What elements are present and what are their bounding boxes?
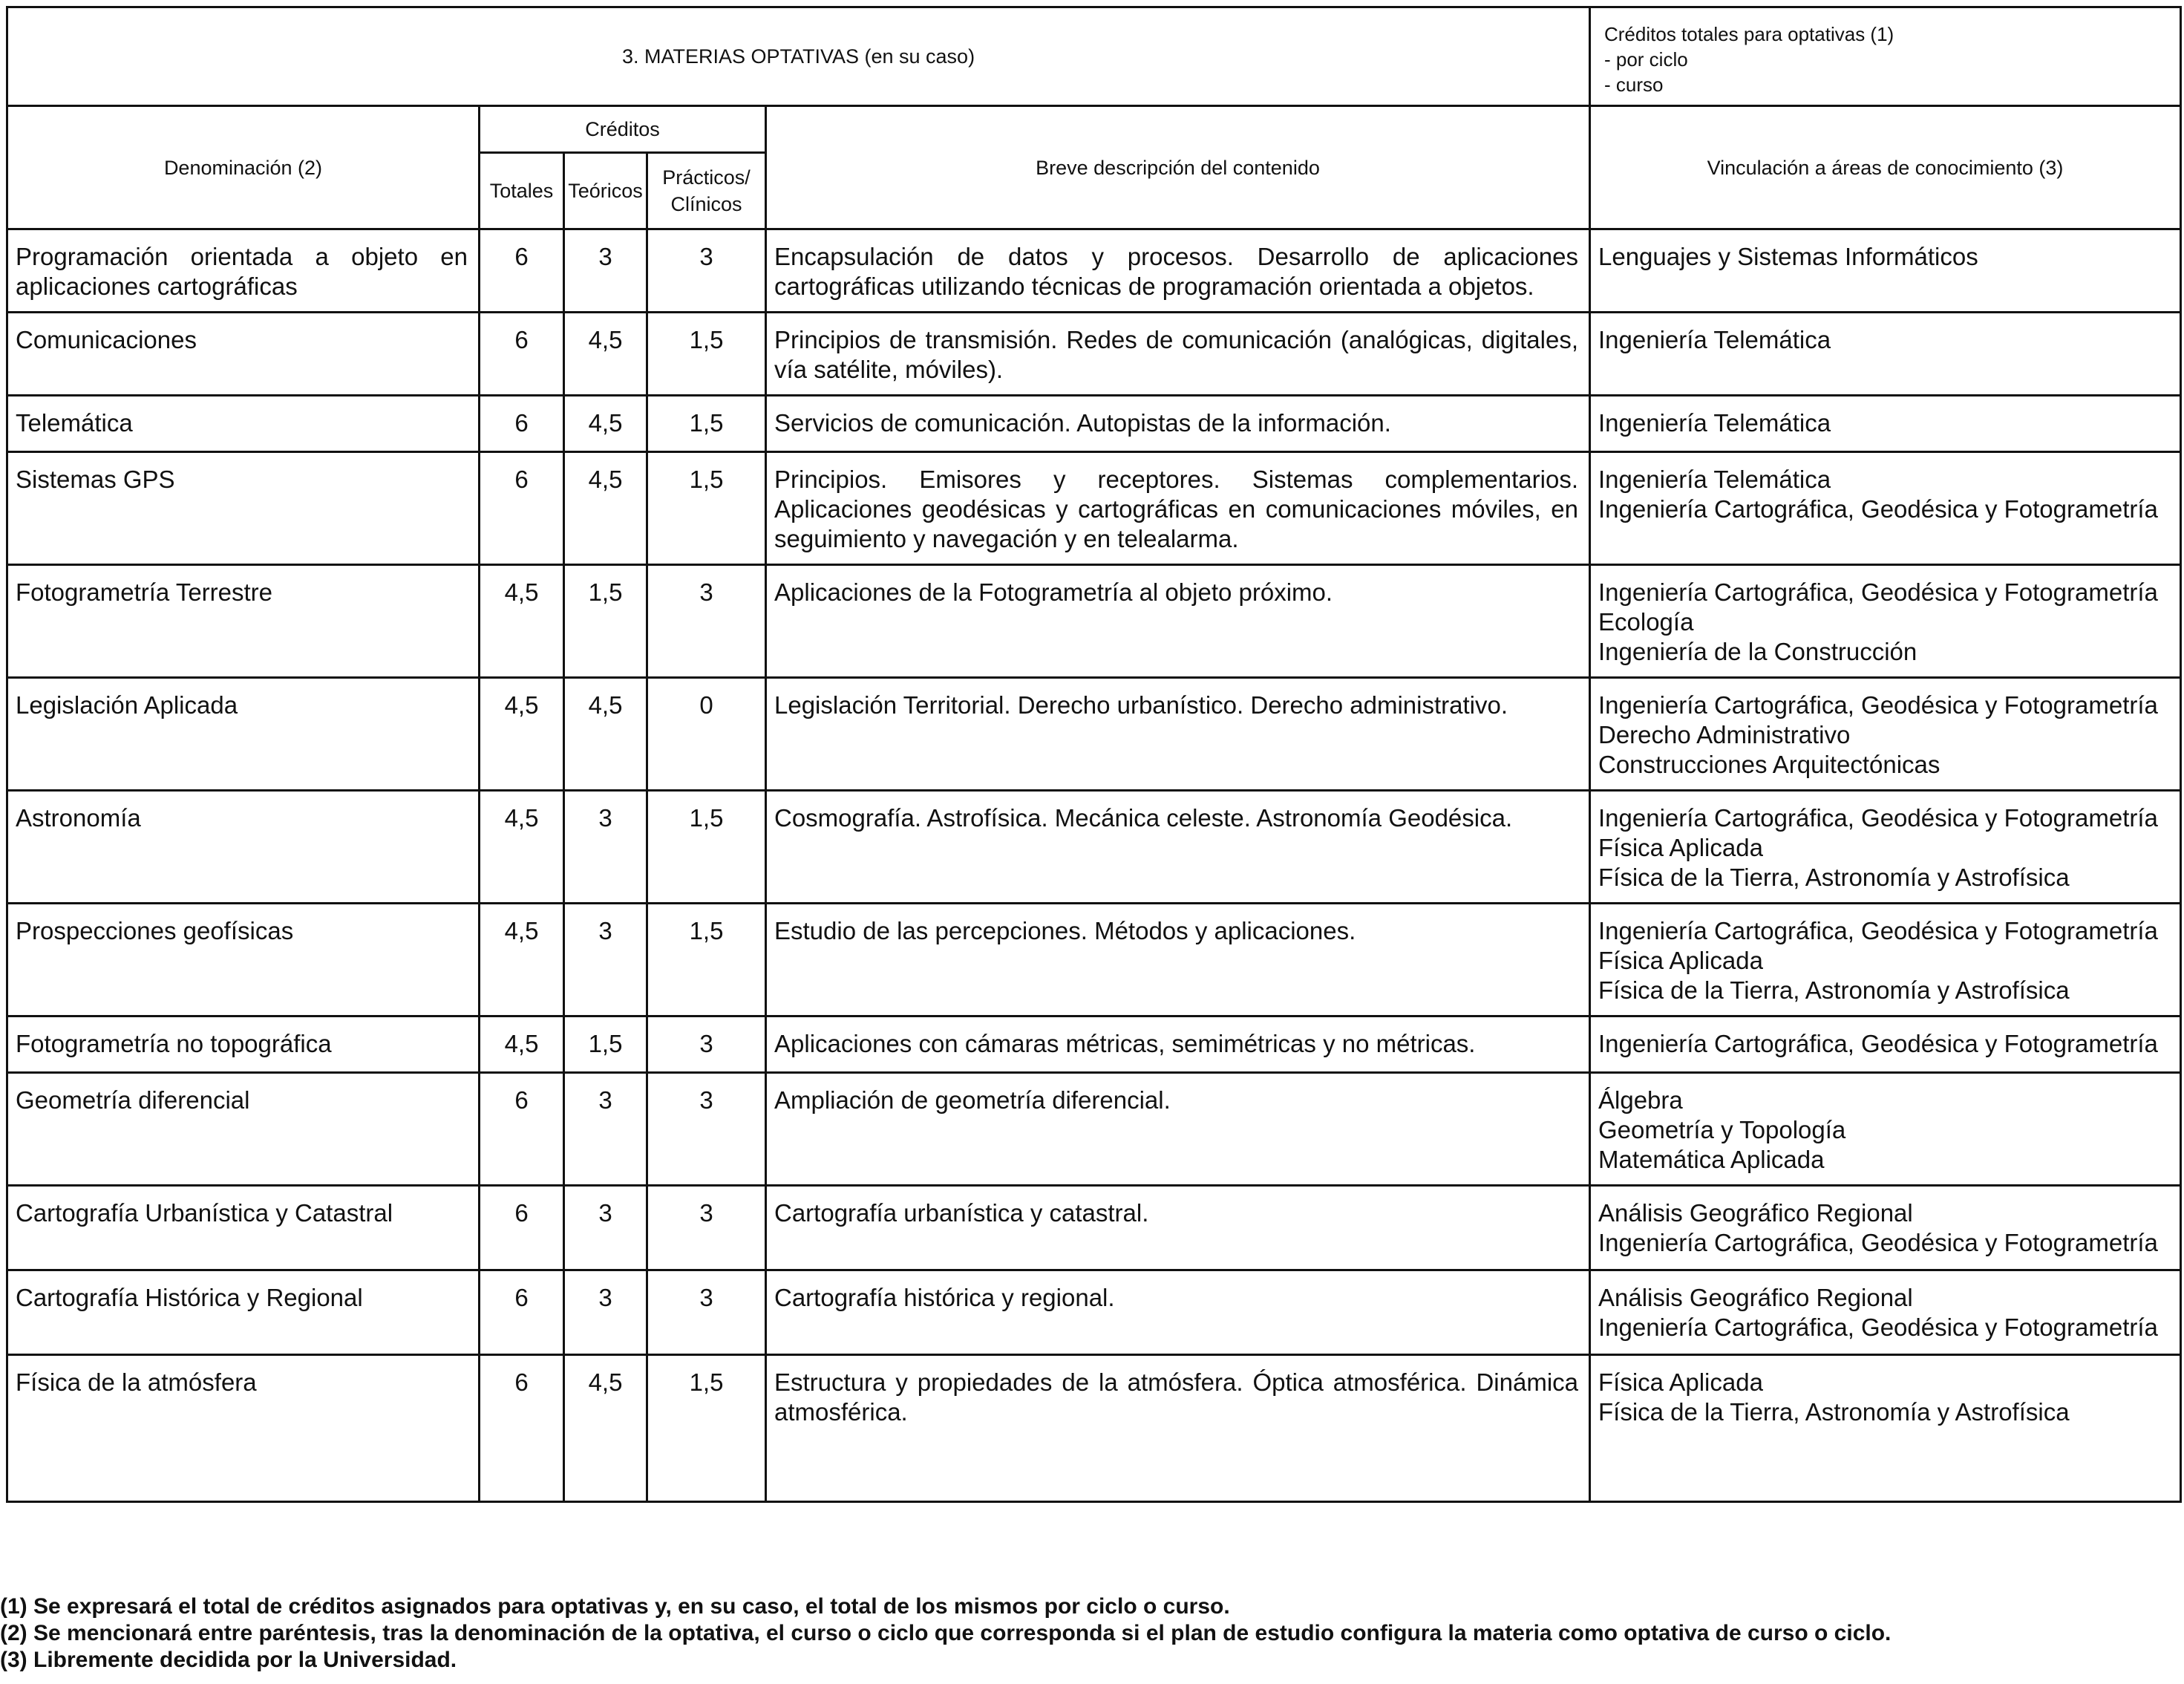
credits-totales: 6 <box>480 1073 564 1186</box>
subject-description: Aplicaciones con cámaras métricas, semimétricas y no métricas. <box>766 1016 1590 1073</box>
subject-name: Telemática <box>7 396 480 452</box>
knowledge-area: Análisis Geográfico Regional <box>1598 1284 1913 1311</box>
subject-description: Estructura y propiedades de la atmósfera. Óptica atmosférica. Dinámica atmosférica. <box>766 1355 1590 1502</box>
subject-name: Comunicaciones <box>7 313 480 396</box>
footnote-2: (2) Se mencionará entre paréntesis, tras la denominación de la optativa, el curso o ciclo que corresponda si el plan de estudio configura la materia como optativa de curso o ciclo. <box>0 1621 1892 1645</box>
credits-practicos: 3 <box>647 1186 766 1270</box>
credits-practicos: 1,5 <box>647 904 766 1016</box>
credits-totales: 6 <box>480 229 564 313</box>
table-row <box>7 452 2181 565</box>
knowledge-areas <box>1590 396 2181 452</box>
table-title-row <box>7 7 2181 106</box>
credits-practicos: 3 <box>647 229 766 313</box>
credits-teoricos: 4,5 <box>564 1355 647 1502</box>
table-row <box>7 1016 2181 1073</box>
credits-practicos: 1,5 <box>647 1355 766 1502</box>
subject-name: Geometría diferencial <box>7 1073 480 1186</box>
credits-totales: 6 <box>480 1355 564 1502</box>
subject-description: Cosmografía. Astrofísica. Mecánica celeste. Astronomía Geodésica. <box>766 791 1590 904</box>
knowledge-area: Física Aplicada <box>1598 1368 1763 1396</box>
header-descripcion: Breve descripción del contenido <box>766 106 1590 229</box>
credits-totales: 6 <box>480 1186 564 1270</box>
table-row <box>7 565 2181 678</box>
credits-teoricos: 4,5 <box>564 678 647 791</box>
credits-practicos: 3 <box>647 1016 766 1073</box>
table-row <box>7 678 2181 791</box>
knowledge-areas <box>1590 1270 2181 1355</box>
knowledge-area: Física de la Tierra, Astronomía y Astrofísica <box>1598 1398 2070 1426</box>
knowledge-area: Ingeniería Cartográfica, Geodésica y Fotogrametría <box>1598 1030 2158 1057</box>
knowledge-areas <box>1590 229 2181 313</box>
subject-description: Estudio de las percepciones. Métodos y aplicaciones. <box>766 904 1590 1016</box>
subject-description: Aplicaciones de la Fotogrametría al objeto próximo. <box>766 565 1590 678</box>
knowledge-area: Álgebra <box>1598 1086 1683 1114</box>
knowledge-areas <box>1590 1186 2181 1270</box>
table-row <box>7 1270 2181 1355</box>
credits-teoricos: 3 <box>564 1270 647 1355</box>
subject-name: Fotogrametría no topográfica <box>7 1016 480 1073</box>
knowledge-areas <box>1590 313 2181 396</box>
subject-name: Sistemas GPS <box>7 452 480 565</box>
credits-teoricos: 4,5 <box>564 452 647 565</box>
knowledge-area: Ingeniería Telemática <box>1598 466 1831 493</box>
footnotes <box>0 1593 2183 1674</box>
credits-totales: 4,5 <box>480 1016 564 1073</box>
credits-totales: 4,5 <box>480 565 564 678</box>
credits-practicos: 1,5 <box>647 396 766 452</box>
credits-practicos: 1,5 <box>647 313 766 396</box>
subject-description: Cartografía histórica y regional. <box>766 1270 1590 1355</box>
credits-totales: 4,5 <box>480 904 564 1016</box>
knowledge-area: Física Aplicada <box>1598 947 1763 974</box>
knowledge-area: Física de la Tierra, Astronomía y Astrofísica <box>1598 976 2070 1004</box>
knowledge-area: Ingeniería Cartográfica, Geodésica y Fotogrametría <box>1598 495 2158 523</box>
knowledge-areas <box>1590 1016 2181 1073</box>
knowledge-areas <box>1590 1355 2181 1502</box>
credits-totales: 6 <box>480 452 564 565</box>
subject-description: Principios de transmisión. Redes de comunicación (analógicas, digitales, vía satélite, móviles). <box>766 313 1590 396</box>
knowledge-areas <box>1590 904 2181 1016</box>
knowledge-area: Ingeniería Cartográfica, Geodésica y Fotogrametría <box>1598 578 2158 606</box>
knowledge-area: Ingeniería Cartográfica, Geodésica y Fotogrametría <box>1598 1313 2158 1341</box>
table-row <box>7 229 2181 313</box>
subject-name: Cartografía Urbanística y Catastral <box>7 1186 480 1270</box>
knowledge-area: Física de la Tierra, Astronomía y Astrofísica <box>1598 864 2070 891</box>
knowledge-areas <box>1590 678 2181 791</box>
header-denominacion: Denominación (2) <box>7 106 480 229</box>
credits-practicos: 1,5 <box>647 791 766 904</box>
credits-totales: 6 <box>480 396 564 452</box>
header-teoricos: Teóricos <box>564 153 647 229</box>
table-row <box>7 1186 2181 1270</box>
total-credits-line: Créditos totales para optativas (1) <box>1604 23 1894 45</box>
column-header-row <box>7 106 2181 153</box>
header-totales: Totales <box>480 153 564 229</box>
credits-totales: 6 <box>480 313 564 396</box>
total-credits-box <box>1590 7 2181 106</box>
credits-teoricos: 3 <box>564 1186 647 1270</box>
knowledge-areas <box>1590 1073 2181 1186</box>
subject-name: Programación orientada a objeto en aplicaciones cartográficas <box>7 229 480 313</box>
credits-practicos: 3 <box>647 565 766 678</box>
credits-totales: 4,5 <box>480 678 564 791</box>
credits-practicos: 0 <box>647 678 766 791</box>
knowledge-area: Física Aplicada <box>1598 834 1763 861</box>
knowledge-areas <box>1590 565 2181 678</box>
table-title: 3. MATERIAS OPTATIVAS (en su caso) <box>7 7 1590 106</box>
subject-description: Legislación Territorial. Derecho urbanístico. Derecho administrativo. <box>766 678 1590 791</box>
credits-teoricos: 3 <box>564 1073 647 1186</box>
subject-name: Prospecciones geofísicas <box>7 904 480 1016</box>
table-row <box>7 1355 2181 1502</box>
subject-description: Principios. Emisores y receptores. Sistemas complementarios. Aplicaciones geodésicas y cartográficas en comunicaciones móviles, en seguimiento y navegación y en telealarma. <box>766 452 1590 565</box>
table-row <box>7 1073 2181 1186</box>
knowledge-area: Ingeniería Cartográfica, Geodésica y Fotogrametría <box>1598 917 2158 944</box>
credits-teoricos: 3 <box>564 904 647 1016</box>
subject-name: Fotogrametría Terrestre <box>7 565 480 678</box>
credits-totales: 4,5 <box>480 791 564 904</box>
knowledge-area: Ingeniería Telemática <box>1598 409 1831 437</box>
knowledge-area: Construcciones Arquitectónicas <box>1598 751 1941 778</box>
credits-totales: 6 <box>480 1270 564 1355</box>
subject-name: Física de la atmósfera <box>7 1355 480 1502</box>
subject-description: Servicios de comunicación. Autopistas de la información. <box>766 396 1590 452</box>
knowledge-area: Geometría y Topología <box>1598 1116 1846 1143</box>
header-creditos: Créditos <box>480 106 766 153</box>
subject-name: Astronomía <box>7 791 480 904</box>
knowledge-area: Matemática Aplicada <box>1598 1146 1825 1173</box>
knowledge-area: Ingeniería Cartográfica, Geodésica y Fotogrametría <box>1598 691 2158 719</box>
knowledge-areas <box>1590 452 2181 565</box>
credits-teoricos: 1,5 <box>564 565 647 678</box>
header-vinculacion: Vinculación a áreas de conocimiento (3) <box>1590 106 2181 229</box>
credits-practicos: 3 <box>647 1270 766 1355</box>
knowledge-area: Ingeniería Cartográfica, Geodésica y Fotogrametría <box>1598 1229 2158 1256</box>
credits-teoricos: 4,5 <box>564 396 647 452</box>
knowledge-areas <box>1590 791 2181 904</box>
knowledge-area: Ingeniería Telemática <box>1598 326 1831 353</box>
knowledge-area: Ingeniería Cartográfica, Geodésica y Fotogrametría <box>1598 804 2158 832</box>
knowledge-area: Ingeniería de la Construcción <box>1598 638 1917 665</box>
credits-practicos: 1,5 <box>647 452 766 565</box>
knowledge-area: Derecho Administrativo <box>1598 721 1851 748</box>
footnote-1: (1) Se expresará el total de créditos asignados para optativas y, en su caso, el total de los mismos por ciclo o curso. <box>0 1594 1230 1619</box>
credits-teoricos: 4,5 <box>564 313 647 396</box>
header-practicos: Prácticos/ Clínicos <box>647 153 766 229</box>
credits-practicos: 3 <box>647 1073 766 1186</box>
knowledge-area: Lenguajes y Sistemas Informáticos <box>1598 243 1978 270</box>
table-row <box>7 396 2181 452</box>
table-row <box>7 313 2181 396</box>
credits-teoricos: 1,5 <box>564 1016 647 1073</box>
total-credits-line: - curso <box>1604 74 1664 96</box>
credits-teoricos: 3 <box>564 791 647 904</box>
knowledge-area: Ecología <box>1598 608 1694 636</box>
subject-name: Legislación Aplicada <box>7 678 480 791</box>
credits-teoricos: 3 <box>564 229 647 313</box>
total-credits-line: - por ciclo <box>1604 48 1688 71</box>
subject-name: Cartografía Histórica y Regional <box>7 1270 480 1355</box>
knowledge-area: Análisis Geográfico Regional <box>1598 1199 1913 1227</box>
table-row <box>7 791 2181 904</box>
table-row <box>7 904 2181 1016</box>
subject-description: Ampliación de geometría diferencial. <box>766 1073 1590 1186</box>
subject-description: Encapsulación de datos y procesos. Desarrollo de aplicaciones cartográficas utilizando técnicas de programación orientada a objetos. <box>766 229 1590 313</box>
optional-subjects-table <box>6 6 2182 1503</box>
footnote-3: (3) Libremente decidida por la Universidad. <box>0 1648 457 1672</box>
subject-description: Cartografía urbanística y catastral. <box>766 1186 1590 1270</box>
